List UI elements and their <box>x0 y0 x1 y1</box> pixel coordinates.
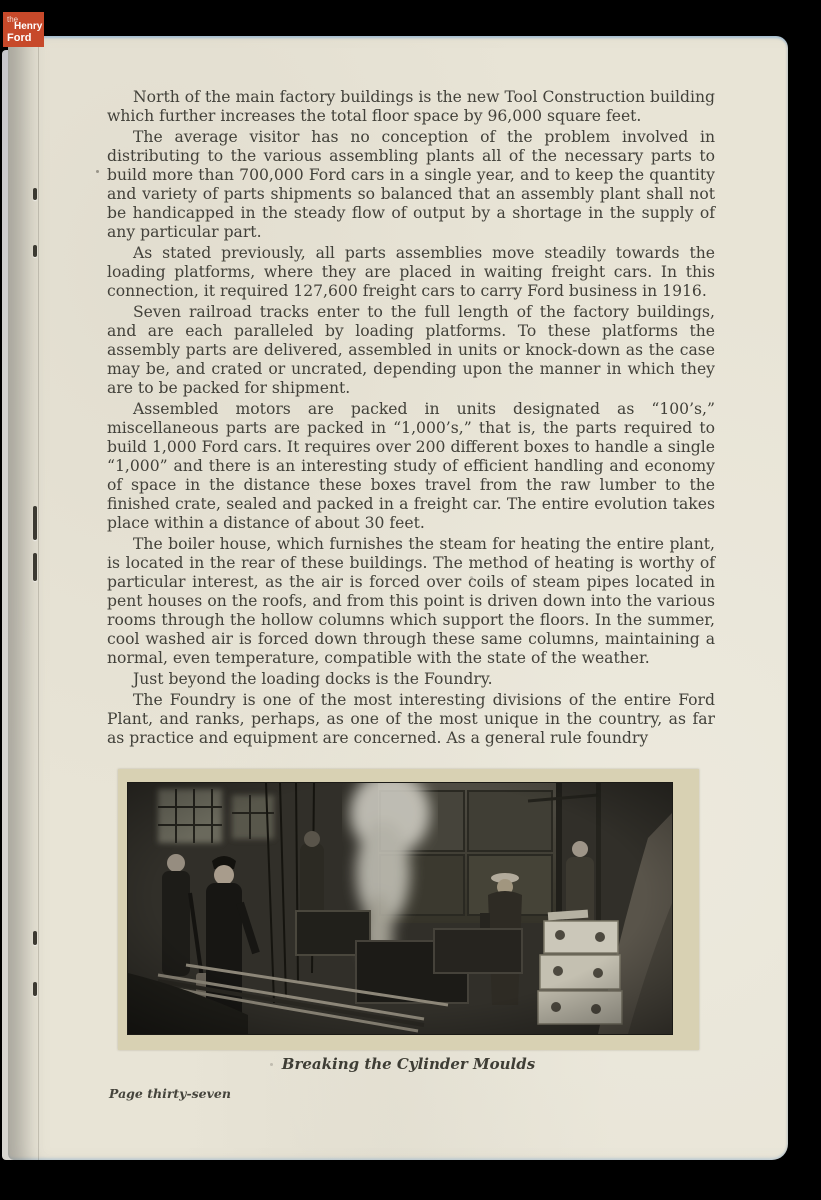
staple <box>33 931 37 945</box>
logo-text-henry: Henry <box>14 21 43 32</box>
paragraph: The boiler house, which furnishes the steam for heating the entire plant, is located in the rear of these buildings. The method of heating is worthy of particular interest, as the air is forced over coils of steam pipes located in pent houses on the roofs, and from this point is driven down into the various rooms through the hollow columns which support the floors. In the summer, cool washed air is forced down through these same columns, maintaining a normal, even temperature, compatible with the state of the weather. <box>107 535 715 667</box>
page-number-label: Page thirty-seven <box>109 1086 231 1101</box>
paper-speck <box>96 170 99 173</box>
photo-mat <box>118 769 699 1050</box>
logo-text-the: the <box>7 15 19 24</box>
paragraph: Just beyond the loading docks is the Foundry. <box>133 670 493 688</box>
paragraph: The average visitor has no conception of the problem involved in distributing to the various assembling plants all of the necessary parts to build more than 700,000 Ford cars in a single year, and to keep the quantity and variety of parts shipments so balanced that an assembly plant shall not be handicapped in the steady flow of output by a shortage in the supply of any particular part. <box>107 128 715 241</box>
paragraph: North of the main factory buildings is the new Tool Construction building which further increases the total floor space by 96,000 square feet. <box>107 88 715 125</box>
logo-text-ford: Ford <box>7 32 32 44</box>
staple <box>33 188 37 200</box>
foundry-photo <box>127 782 673 1035</box>
photo-caption: Breaking the Cylinder Moulds <box>281 1055 536 1073</box>
staple <box>33 506 37 540</box>
booklet-page <box>8 36 788 1160</box>
paragraph: The Foundry is one of the most interesting divisions of the entire Ford Plant, and ranks, perhaps, as one of the most unique in the country, as far as practice and equipment are concerned. As a general rule foundry <box>107 691 715 747</box>
paragraph: Assembled motors are packed in units designated as “100’s,” miscellaneous parts are packed in “1,000’s,” that is, the parts required to build 1,000 Ford cars. It requires over 200 different boxes to handle a single “1,000” and there is an interesting study of efficient handling and economy of space in the distance these boxes travel from the raw lumber to the finished crate, sealed and packed in a freight car. The entire evolution takes place within a distance of about 30 feet. <box>107 400 715 532</box>
paragraph: Seven railroad tracks enter to the full length of the factory buildings, and are each paralleled by loading platforms. To these platforms the assembly parts are delivered, assembled in units or knock-down as the case may be, and crated or uncrated, depending upon the manner in which they are to be packed for shipment. <box>107 303 715 397</box>
staple <box>33 245 37 257</box>
binding-crease <box>38 36 39 1160</box>
staple <box>33 553 37 581</box>
staple <box>33 982 37 996</box>
paragraph: As stated previously, all parts assemblies move steadily towards the loading platforms, where they are placed in waiting freight cars. In this connection, it required 127,600 freight cars to carry Ford business in 1916. <box>107 244 715 300</box>
henry-ford-logo <box>3 12 44 47</box>
body-text <box>107 88 715 750</box>
